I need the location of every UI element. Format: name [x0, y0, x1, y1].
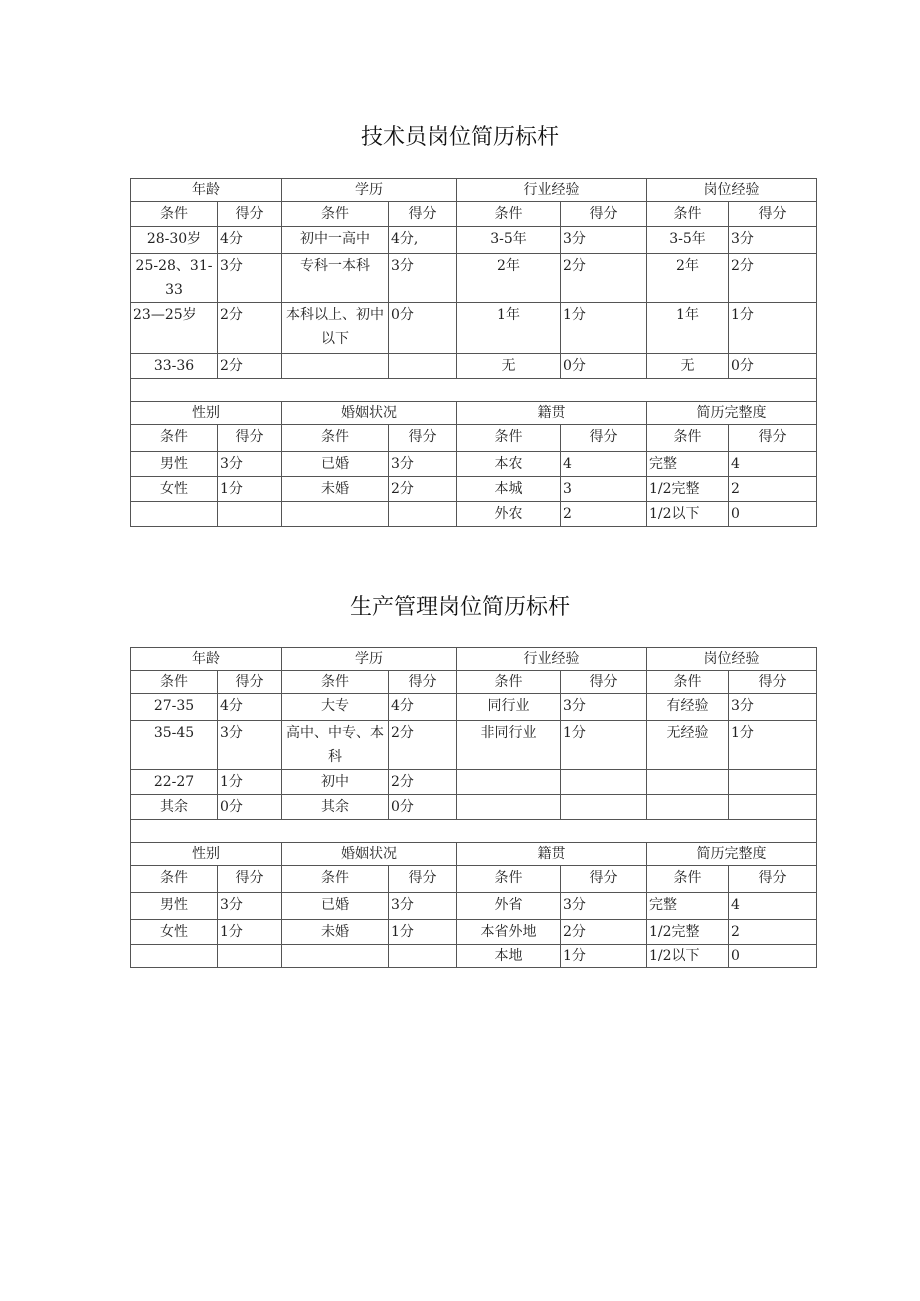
header-age: 年龄: [131, 179, 282, 202]
table-cell: 本地: [457, 945, 561, 968]
table-cell: 1/2完整: [647, 477, 729, 502]
table-cell: [729, 770, 817, 795]
table-cell: 4: [729, 893, 817, 920]
sub-header-score: 得分: [561, 425, 647, 452]
table-cell: 本城: [457, 477, 561, 502]
sub-header-condition: 条件: [647, 671, 729, 694]
table-row: [131, 770, 817, 795]
table-cell: 无: [647, 354, 729, 379]
table-row: [131, 303, 817, 354]
table-cell: 2分: [561, 920, 647, 945]
table-cell: 2: [729, 920, 817, 945]
table-cell: 3分: [389, 254, 457, 303]
table-cell: 33-36: [131, 354, 218, 379]
table-cell: 外农: [457, 502, 561, 527]
sub-header-score: 得分: [218, 425, 282, 452]
table-cell: 3分: [561, 694, 647, 721]
table-cell: 27-35: [131, 694, 218, 721]
table-cell: [729, 795, 817, 820]
table-cell: 0: [729, 502, 817, 527]
sub-header-condition: 条件: [131, 671, 218, 694]
table-cell: 0分: [561, 354, 647, 379]
table-cell: 22-27: [131, 770, 218, 795]
table-cell: 23—25岁: [131, 303, 218, 354]
table-cell: 1/2以下: [647, 502, 729, 527]
table-cell: 1分: [729, 721, 817, 770]
table-cell: 1分: [561, 945, 647, 968]
sub-header-condition: 条件: [131, 202, 218, 227]
sub-header-score: 得分: [389, 425, 457, 452]
header-native-place: 籍贯: [457, 843, 647, 866]
header-native-place: 籍贯: [457, 402, 647, 425]
table-row: [131, 795, 817, 820]
table-row: [131, 502, 817, 527]
table-cell: 3分: [561, 893, 647, 920]
sub-header-condition: 条件: [457, 425, 561, 452]
table-cell: [389, 354, 457, 379]
section-header-row: [131, 843, 817, 866]
table-cell: 2年: [647, 254, 729, 303]
table-cell: 3分: [218, 452, 282, 477]
table-cell: [389, 502, 457, 527]
header-gender: 性别: [131, 843, 282, 866]
table-cell: 3分: [218, 893, 282, 920]
table-cell: 初中: [282, 770, 389, 795]
table-cell: 0: [729, 945, 817, 968]
table-cell: 25-28、31-33: [131, 254, 218, 303]
table-cell: 男性: [131, 452, 218, 477]
table-cell: 大专: [282, 694, 389, 721]
header-marital-status: 婚姻状况: [282, 402, 457, 425]
sub-header-score: 得分: [561, 671, 647, 694]
table-cell: 无经验: [647, 721, 729, 770]
table-cell: 初中一高中: [282, 227, 389, 254]
section-header-row: [131, 402, 817, 425]
table-cell: 1/2完整: [647, 920, 729, 945]
table-cell: [457, 795, 561, 820]
sub-header-condition: 条件: [282, 202, 389, 227]
table-cell: 3分: [729, 694, 817, 721]
table-cell: 有经验: [647, 694, 729, 721]
table-cell: 3分: [218, 721, 282, 770]
sub-header-condition: 条件: [457, 866, 561, 893]
sub-header-condition: 条件: [457, 671, 561, 694]
table-cell: 男性: [131, 893, 218, 920]
table-cell: [282, 502, 389, 527]
sub-header-score: 得分: [389, 202, 457, 227]
table-cell: 3分: [729, 227, 817, 254]
table-cell: 1分: [218, 477, 282, 502]
table-cell: 3分: [561, 227, 647, 254]
header-marital-status: 婚姻状况: [282, 843, 457, 866]
table-cell: 3分: [389, 452, 457, 477]
table-cell: 3: [561, 477, 647, 502]
header-resume-completeness: 简历完整度: [647, 402, 817, 425]
header-gender: 性别: [131, 402, 282, 425]
table-cell: [218, 945, 282, 968]
table-cell: 2: [729, 477, 817, 502]
sub-header-score: 得分: [389, 671, 457, 694]
table-cell: 1分: [218, 770, 282, 795]
table-row: [131, 893, 817, 920]
table-cell: 完整: [647, 452, 729, 477]
table-cell: [282, 945, 389, 968]
table-cell: 1分: [218, 920, 282, 945]
table-cell: 0分: [389, 303, 457, 354]
table-cell: 专科一本科: [282, 254, 389, 303]
table-cell: 其余: [282, 795, 389, 820]
table-cell: 本科以上、初中以下: [282, 303, 389, 354]
table-cell: 未婚: [282, 920, 389, 945]
table-row: [131, 920, 817, 945]
sub-header-condition: 条件: [131, 866, 218, 893]
sub-header-score: 得分: [218, 866, 282, 893]
table-cell: 2年: [457, 254, 561, 303]
table-cell: 1分: [561, 721, 647, 770]
table-cell: 1/2以下: [647, 945, 729, 968]
table-cell: 4分: [389, 694, 457, 721]
table-row: [131, 254, 817, 303]
table-row: [131, 452, 817, 477]
sub-header-score: 得分: [561, 202, 647, 227]
blank-separator: [131, 820, 817, 843]
header-position-experience: 岗位经验: [647, 179, 817, 202]
sub-header-condition: 条件: [647, 202, 729, 227]
table-cell: 1分: [561, 303, 647, 354]
header-education: 学历: [282, 179, 457, 202]
header-resume-completeness: 简历完整度: [647, 843, 817, 866]
production-management-benchmark-table: [130, 647, 817, 968]
table-cell: 无: [457, 354, 561, 379]
table-cell: 0分: [218, 795, 282, 820]
table-cell: 4: [729, 452, 817, 477]
table-cell: 4分: [218, 227, 282, 254]
table-cell: 2分: [729, 254, 817, 303]
table-cell: [131, 945, 218, 968]
table-cell: 女性: [131, 920, 218, 945]
sub-header-condition: 条件: [282, 671, 389, 694]
table-cell: 2分: [218, 303, 282, 354]
table-cell: 其余: [131, 795, 218, 820]
header-industry-experience: 行业经验: [457, 648, 647, 671]
sub-header-score: 得分: [729, 671, 817, 694]
table-cell: 3-5年: [647, 227, 729, 254]
table-cell: 高中、中专、本科: [282, 721, 389, 770]
table-cell: 0分: [389, 795, 457, 820]
table-cell: [457, 770, 561, 795]
sub-header-score: 得分: [218, 671, 282, 694]
table-row: [131, 227, 817, 254]
table-cell: 28-30岁: [131, 227, 218, 254]
table-cell: 女性: [131, 477, 218, 502]
table-cell: 完整: [647, 893, 729, 920]
header-industry-experience: 行业经验: [457, 179, 647, 202]
separator-row: [131, 820, 817, 843]
table-cell: 未婚: [282, 477, 389, 502]
table-cell: [647, 770, 729, 795]
table-cell: 已婚: [282, 893, 389, 920]
sub-header-condition: 条件: [457, 202, 561, 227]
table-cell: [561, 795, 647, 820]
table-cell: [647, 795, 729, 820]
table-cell: 4: [561, 452, 647, 477]
sub-header-row: [131, 425, 817, 452]
table-row: [131, 945, 817, 968]
sub-header-score: 得分: [218, 202, 282, 227]
table-cell: 35-45: [131, 721, 218, 770]
section-header-row: [131, 179, 817, 202]
table-cell: 已婚: [282, 452, 389, 477]
table-cell: 3-5年: [457, 227, 561, 254]
sub-header-row: [131, 202, 817, 227]
table-cell: 2: [561, 502, 647, 527]
table-cell: 0分: [729, 354, 817, 379]
table-cell: [131, 502, 218, 527]
sub-header-condition: 条件: [131, 425, 218, 452]
header-age: 年龄: [131, 648, 282, 671]
sub-header-score: 得分: [729, 202, 817, 227]
table-cell: 2分: [389, 770, 457, 795]
sub-header-row: [131, 866, 817, 893]
section-header-row: [131, 648, 817, 671]
sub-header-score: 得分: [561, 866, 647, 893]
table-cell: 非同行业: [457, 721, 561, 770]
sub-header-condition: 条件: [647, 866, 729, 893]
table-cell: [218, 502, 282, 527]
table-cell: [389, 945, 457, 968]
table-cell: 3分: [389, 893, 457, 920]
header-position-experience: 岗位经验: [647, 648, 817, 671]
separator-row: [131, 379, 817, 402]
table-cell: 1年: [647, 303, 729, 354]
sub-header-condition: 条件: [282, 866, 389, 893]
sub-header-score: 得分: [389, 866, 457, 893]
table-cell: 1分: [729, 303, 817, 354]
table-cell: 2分: [218, 354, 282, 379]
table-cell: [561, 770, 647, 795]
table-cell: 3分: [218, 254, 282, 303]
table-cell: 1年: [457, 303, 561, 354]
blank-separator: [131, 379, 817, 402]
table-cell: 2分: [389, 721, 457, 770]
table-cell: 4分,: [389, 227, 457, 254]
table-row: [131, 694, 817, 721]
sub-header-score: 得分: [729, 866, 817, 893]
table-cell: 本省外地: [457, 920, 561, 945]
sub-header-row: [131, 671, 817, 694]
table-row: [131, 477, 817, 502]
table-cell: 同行业: [457, 694, 561, 721]
sub-header-score: 得分: [729, 425, 817, 452]
table-row: [131, 354, 817, 379]
table-cell: 1分: [389, 920, 457, 945]
header-education: 学历: [282, 648, 457, 671]
table-cell: [282, 354, 389, 379]
page-title-production-management: 生产管理岗位简历标杆: [349, 595, 570, 620]
table-cell: 外省: [457, 893, 561, 920]
table-cell: 2分: [561, 254, 647, 303]
technician-benchmark-table: [130, 178, 817, 527]
table-row: [131, 721, 817, 770]
table-cell: 4分: [218, 694, 282, 721]
table-cell: 本农: [457, 452, 561, 477]
sub-header-condition: 条件: [647, 425, 729, 452]
table-cell: 2分: [389, 477, 457, 502]
sub-header-condition: 条件: [282, 425, 389, 452]
page-title-technician: 技术员岗位简历标杆: [360, 125, 559, 150]
